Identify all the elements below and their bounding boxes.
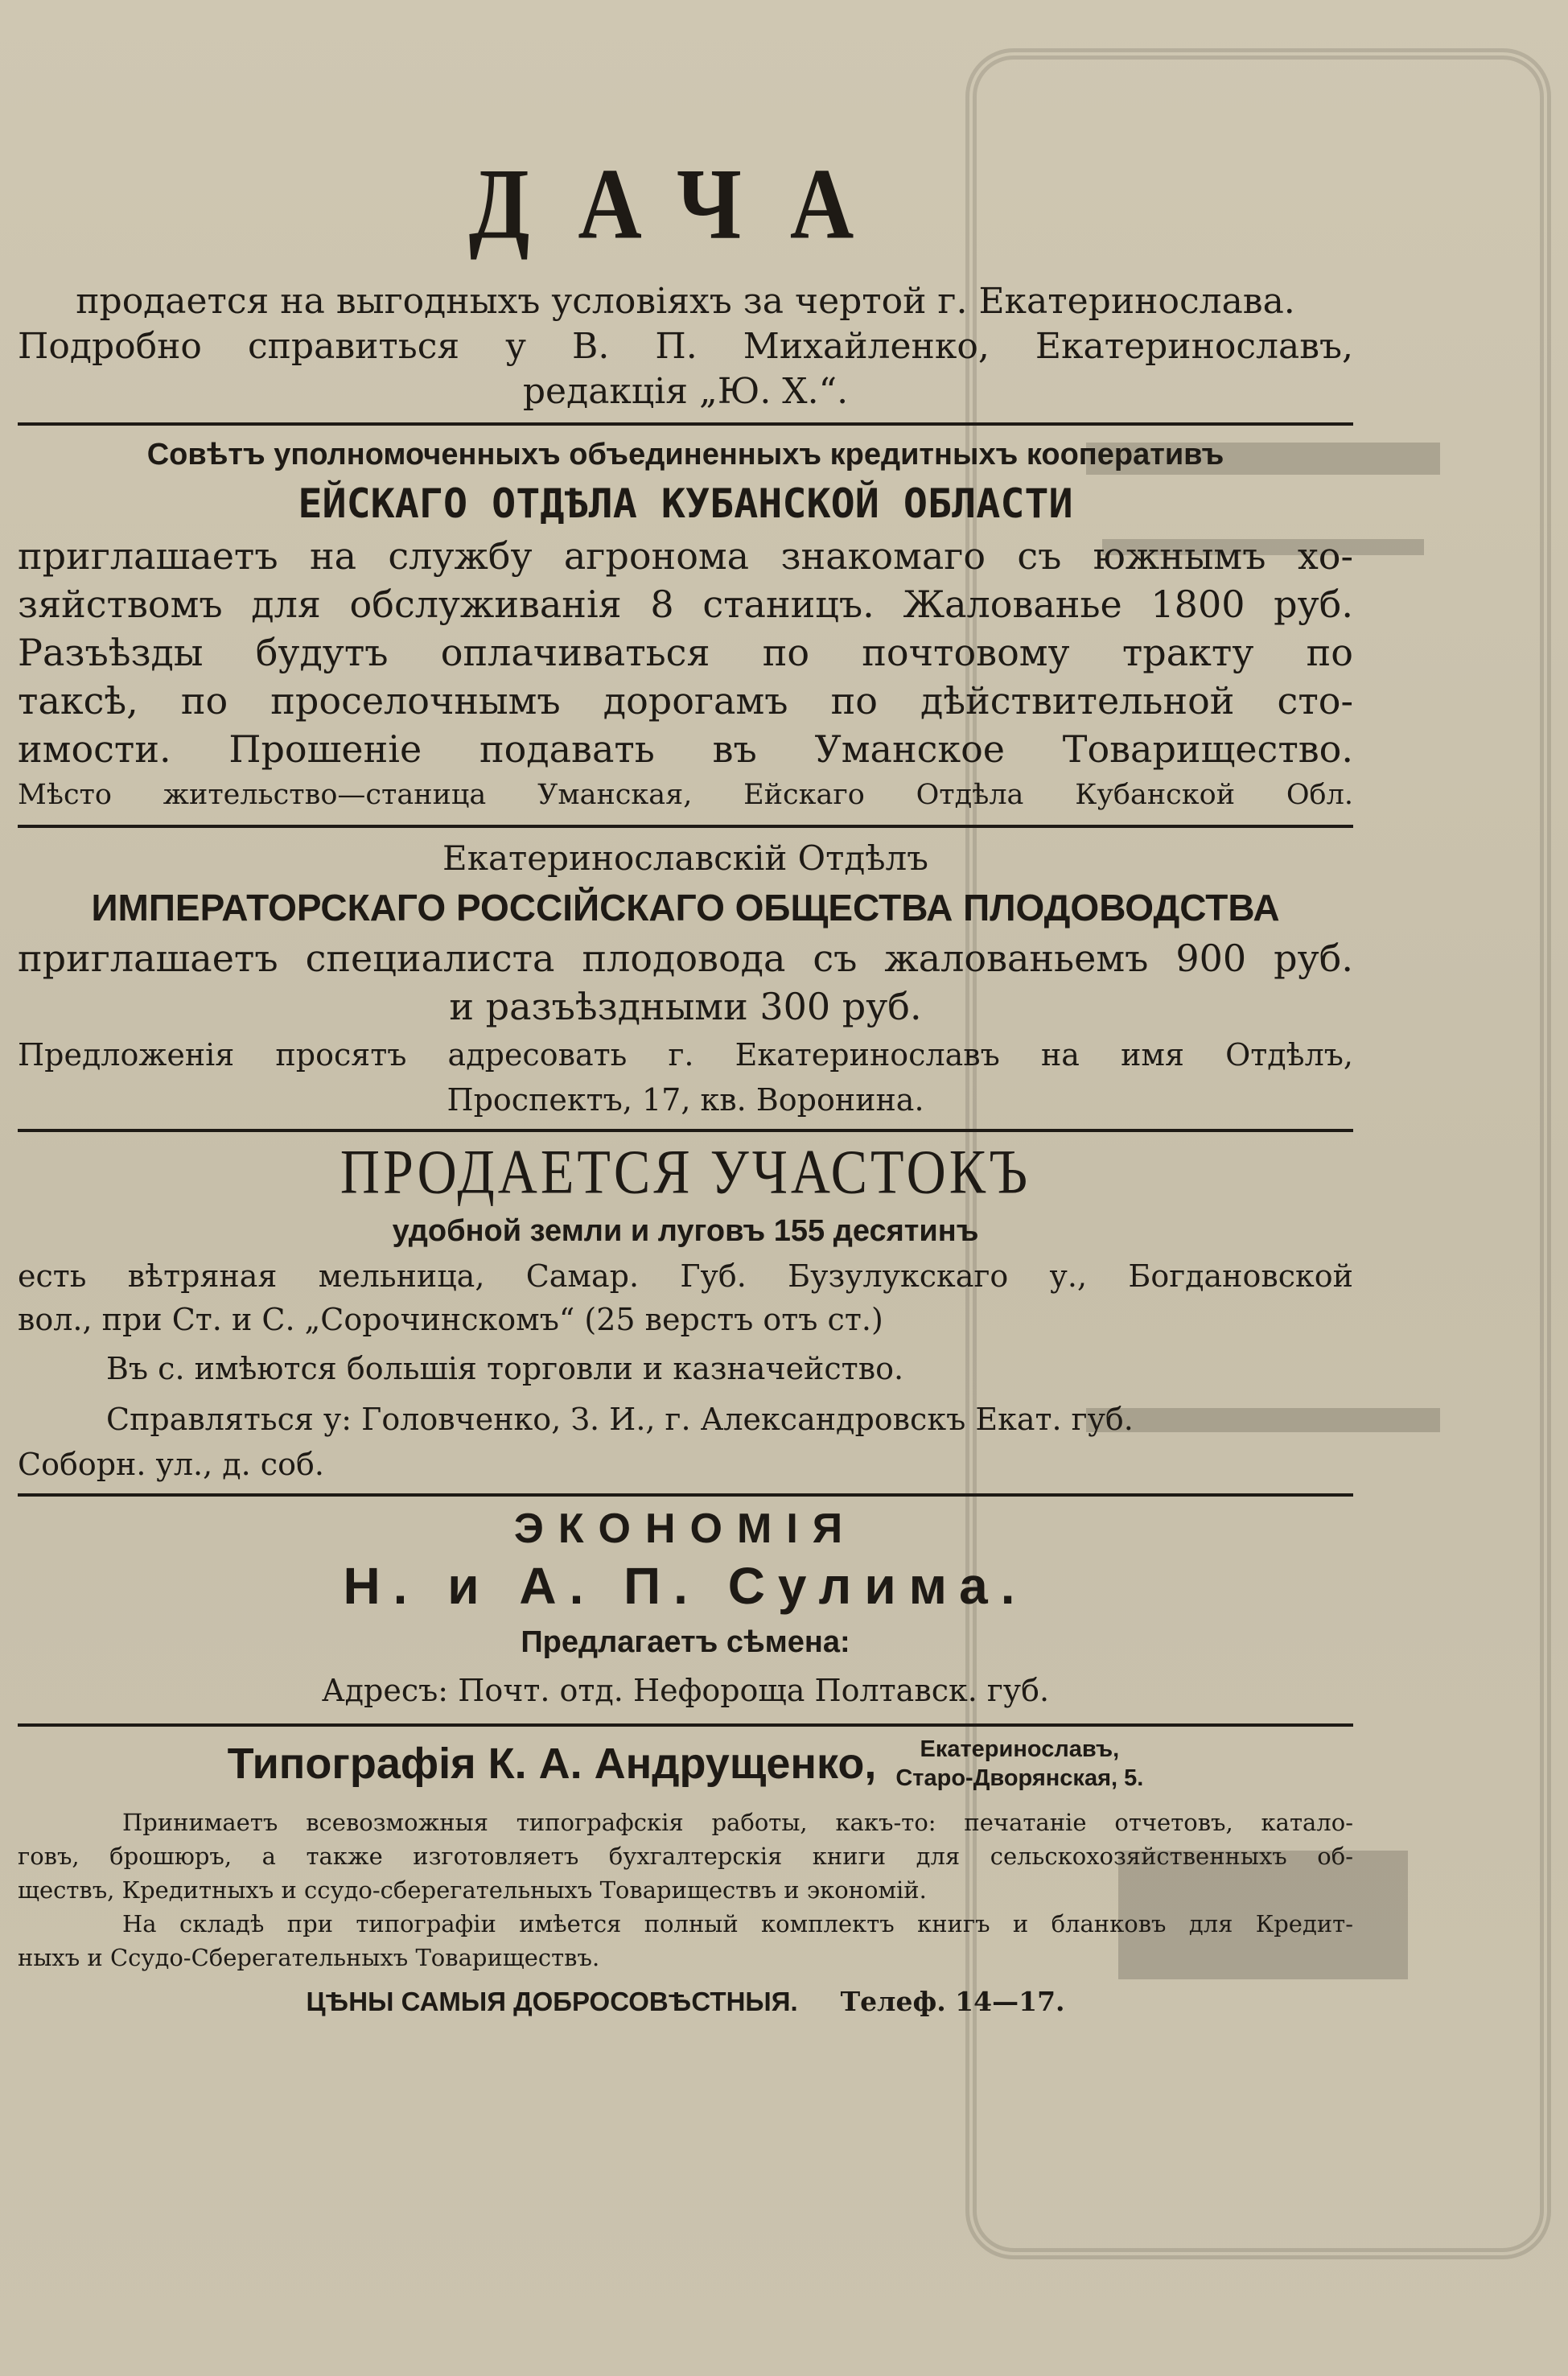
plot-line-4: Справляться у: Головченко, З. И., г. Александровскъ Екат. губ. — [106, 1402, 1134, 1437]
dacha-line-3: редакція „Ю. Х.“. — [522, 371, 849, 412]
plot-subtitle: удобной земли и луговъ 155 десятинъ — [392, 1214, 979, 1248]
dacha-title: ДАЧА — [468, 146, 903, 261]
council-footer: Мѣсто жительство—станица Уманская, Ейскаго Отдѣла Кубанской Обл. — [18, 779, 1353, 811]
divider — [18, 1723, 1353, 1727]
printing-footer — [18, 1984, 1353, 2020]
council-line-3: Разъѣзды будутъ оплачиваться по почтовому тракту по — [18, 631, 1353, 674]
divider — [18, 1493, 1353, 1497]
plot-line-1: есть вѣтряная мельница, Самар. Губ. Бузулукскаго у., Богдановской — [18, 1258, 1353, 1294]
printing-header — [18, 1735, 1353, 1793]
plot-line-5: Соборн. ул., д. соб. — [18, 1447, 324, 1482]
economy-address: Адресъ: Почт. отд. Нефороща Полтавск. губ. — [321, 1673, 1050, 1708]
council-ad — [18, 434, 1353, 817]
plot-title: ПРОДАЕТСЯ УЧАСТОКЪ — [340, 1136, 1031, 1207]
economy-name: Н. и А. П. Сулима. — [343, 1557, 1028, 1615]
horticulture-line-1: приглашаетъ специалиста плодовода съ жалованьемъ 900 руб. — [18, 937, 1353, 980]
plot-line-3: Въ с. имѣются большія торговли и казначейство. — [106, 1351, 904, 1386]
council-line-5: имости. Прошеніе подавать въ Уманское Товарищество. — [18, 727, 1353, 771]
printing-p1-line-1: Принимаетъ всевозможныя типографскія работы, какъ-то: печатаніе отчетовъ, катало- — [122, 1809, 1353, 1836]
horticulture-line-4: Проспектъ, 17, кв. Воронина. — [447, 1082, 924, 1118]
printing-name: Типографія К. А. Андрущенко, — [227, 1740, 877, 1788]
council-line-2: зяйствомъ для обслуживанія 8 станицъ. Жалованье 1800 руб. — [18, 583, 1353, 626]
printing-phone: Телеф. 14—17. — [840, 1986, 1065, 2017]
printing-p2-line-2: ныхъ и Ссудо-Сберегательныхъ Товариществъ. — [18, 1944, 600, 1971]
horticulture-heading: Екатеринославскій Отдѣлъ — [442, 838, 928, 878]
plot-ad — [18, 1136, 1353, 1485]
printing-address — [895, 1735, 1143, 1793]
printing-street: Старо-Дворянская, 5. — [895, 1765, 1144, 1791]
dacha-line-2: Подробно справиться у В. П. Михайленко, Екатеринославъ, — [18, 326, 1353, 367]
plot-line-2: вол., при Ст. и С. „Сорочинскомъ“ (25 верстъ отъ ст.) — [18, 1302, 883, 1337]
divider — [18, 825, 1353, 828]
horticulture-line-3: Предложенія просятъ адресовать г. Екатеринославъ на имя Отдѣлъ, — [18, 1037, 1353, 1073]
dacha-line-1: продается на выгодныхъ условіяхъ за чертой г. Екатеринослава. — [76, 281, 1295, 322]
printing-p1-line-3: ществъ, Кредитныхъ и ссудо-сберегательныхъ Товариществъ и экономій. — [18, 1876, 927, 1904]
printing-city: Екатеринославъ, — [920, 1736, 1120, 1762]
printing-prices: ЦѢНЫ САМЫЯ ДОБРОСОВѢСТНЫЯ. — [306, 1987, 798, 2016]
council-line-1: приглашаетъ на службу агронома знакомаго съ южнымъ хо- — [18, 534, 1353, 578]
economy-offer: Предлагаетъ сѣмена: — [521, 1625, 850, 1659]
printing-ad — [18, 1735, 1353, 2020]
dacha-ad — [18, 146, 1353, 414]
printing-p2-line-1: На складѣ при типографіи имѣется полный комплектъ книгъ и бланковъ для Кредит- — [122, 1910, 1353, 1937]
divider — [18, 422, 1353, 426]
horticulture-ad — [18, 836, 1353, 1121]
council-heading: Совѣтъ уполномоченныхъ объединенныхъ кредитныхъ кооперативъ — [146, 438, 1224, 471]
divider — [18, 1129, 1353, 1132]
economy-title: ЭКОНОМІЯ — [513, 1505, 858, 1552]
horticulture-line-2: и разъѣздными 300 руб. — [449, 985, 922, 1028]
horticulture-title: ИМПЕРАТОРСКАГО РОССІЙСКАГО ОБЩЕСТВА ПЛОДОВОДСТВА — [91, 887, 1280, 929]
council-title: ЕЙСКАГО ОТДѢЛА КУБАНСКОЙ ОБЛАСТИ — [298, 480, 1073, 527]
council-line-4: таксѣ, по проселочнымъ дорогамъ по дѣйствительной сто- — [18, 679, 1353, 723]
ad-column — [18, 121, 1353, 2020]
economy-ad — [18, 1505, 1353, 1715]
printing-p1-line-2: говъ, брошюръ, а также изготовляетъ бухгалтерскія книги для сельскохозяйственныхъ об- — [18, 1843, 1353, 1870]
